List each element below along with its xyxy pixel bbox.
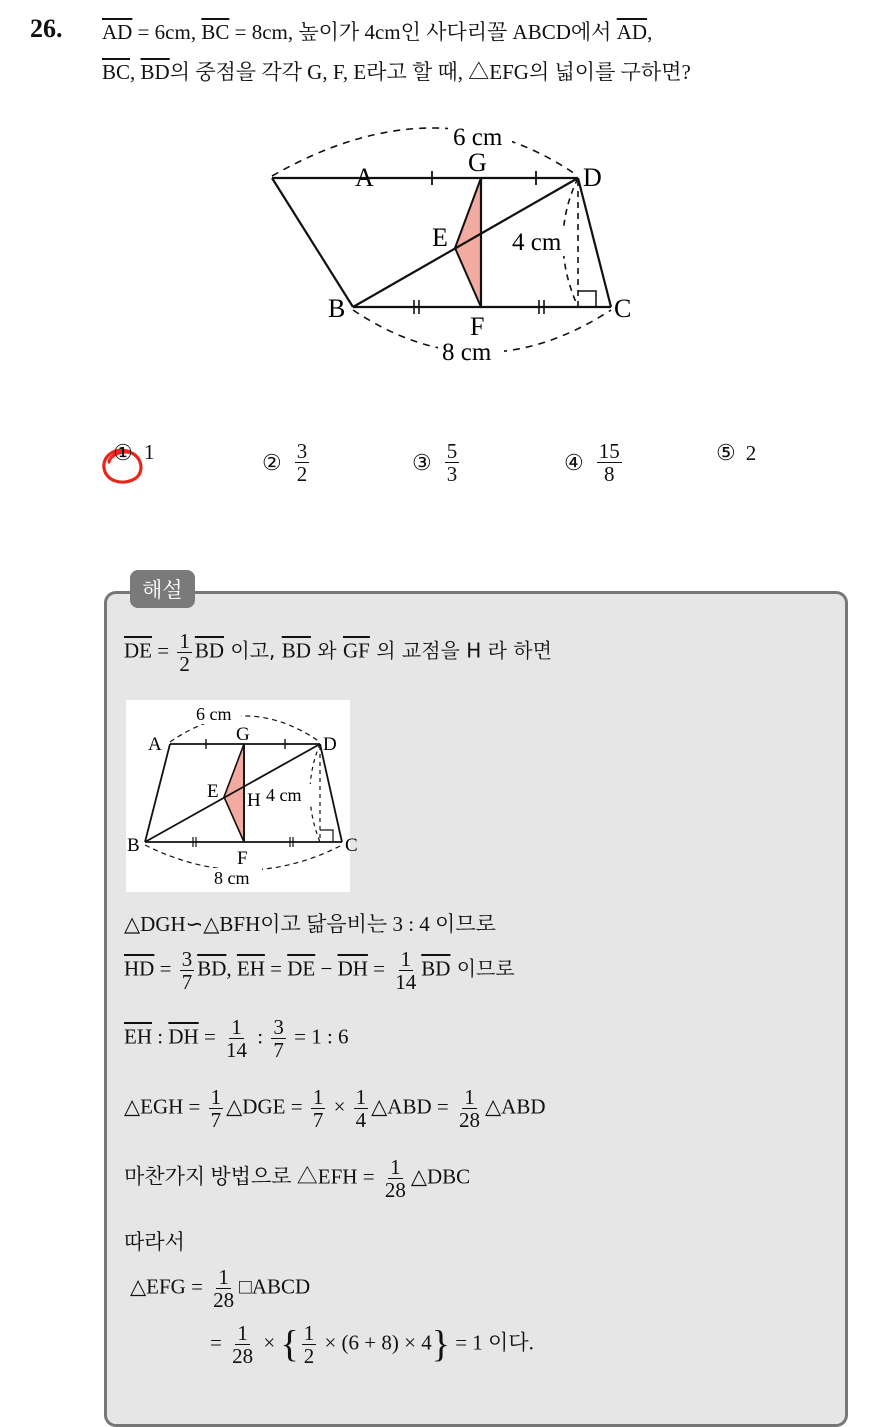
right-angle-mark-small xyxy=(320,830,333,842)
choice-3-number: ③ xyxy=(412,449,432,475)
label-d: D xyxy=(583,163,602,192)
segment-bc-2: $\overline{BC}$ xyxy=(102,60,131,84)
label-a-small: A xyxy=(148,734,162,755)
choice-5-value: 2 xyxy=(745,440,757,465)
times: × xyxy=(328,1094,351,1119)
solution-line-8 xyxy=(130,1266,310,1311)
solution-line-3 xyxy=(124,948,515,993)
bc-value-text: = 8cm, 높이가 4cm인 사다리꼴 ABCD에서 xyxy=(229,20,617,44)
efg-lhs: △EFG = xyxy=(130,1274,209,1299)
top-dimension-arc xyxy=(272,128,578,176)
frac-3-7 xyxy=(180,948,195,993)
frac-6 xyxy=(383,1156,408,1201)
comma: , xyxy=(647,20,653,44)
label-c: C xyxy=(614,294,632,323)
label-f-small: F xyxy=(237,848,248,869)
frac-8-den: 28 xyxy=(213,1288,235,1313)
choice-3-denominator: 3 xyxy=(446,462,458,487)
solution-line-1 xyxy=(124,630,552,675)
frac-5d xyxy=(457,1086,482,1131)
frac-9-den: 28 xyxy=(232,1344,254,1369)
frac-5a-num: 1 xyxy=(210,1085,222,1109)
question-rest: 의 중점을 각각 G, F, E라고 할 때, △EFG의 넓이를 구하면? xyxy=(169,60,691,84)
separator: , xyxy=(130,60,141,84)
seg-gf: $\overline{GF}$ xyxy=(342,638,370,663)
eq-9: = xyxy=(210,1330,228,1355)
seg-dh-4: $\overline{DH}$ xyxy=(168,1024,199,1049)
frac-5b-num: 1 xyxy=(312,1085,324,1109)
ad-value-text: = 6cm, xyxy=(132,20,202,44)
seg-de: $\overline{DE}$ xyxy=(124,638,152,663)
seg-hd: $\overline{HD}$ xyxy=(124,956,155,981)
solution-line-7: 따라서 xyxy=(124,1230,185,1254)
efh-text: 마찬가지 방법으로 △EFH = xyxy=(124,1164,380,1189)
eq-1: = xyxy=(154,956,177,981)
frac-6-den: 28 xyxy=(384,1178,406,1203)
frac-4a xyxy=(224,1016,249,1061)
segment-ad: $\overline{AD}$ xyxy=(102,20,133,44)
final-result: = 1 이다. xyxy=(449,1330,534,1355)
solution-line-4 xyxy=(124,1016,349,1061)
choice-1-number: ① xyxy=(113,439,133,465)
seg-bd: $\overline{BD}$ xyxy=(194,638,225,663)
choice-2-fraction xyxy=(295,440,310,485)
egh-lhs: △EGH = xyxy=(124,1094,206,1119)
label-h-small: H xyxy=(247,790,261,811)
abd-text: △ABD = xyxy=(371,1094,454,1119)
frac-half-9-den: 2 xyxy=(303,1344,315,1369)
text-2: 와 xyxy=(310,638,343,663)
frac-5c-num: 1 xyxy=(355,1085,367,1109)
frac-5c xyxy=(354,1086,369,1131)
frac-1-14 xyxy=(393,948,418,993)
side-dc xyxy=(578,178,611,307)
choice-5[interactable] xyxy=(716,440,756,466)
frac-half-9-num: 1 xyxy=(303,1321,315,1345)
frac-half-9 xyxy=(302,1322,317,1367)
label-c-small: C xyxy=(345,835,358,856)
choice-2-numerator: 3 xyxy=(296,439,308,463)
text-3: 의 교점을 H 라 하면 xyxy=(369,638,552,663)
frac-half-num: 1 xyxy=(179,629,190,653)
choice-2[interactable] xyxy=(262,440,312,485)
segment-bd: $\overline{BD}$ xyxy=(140,60,170,84)
colon-2: : xyxy=(252,1024,269,1049)
abcd-text: □ABCD xyxy=(239,1274,311,1299)
label-b: B xyxy=(328,294,346,323)
frac-8-num: 1 xyxy=(218,1265,229,1289)
label-a: A xyxy=(355,163,374,192)
solution-line-9 xyxy=(210,1322,534,1367)
frac-5d-num: 1 xyxy=(464,1085,475,1109)
question-number: 26. xyxy=(30,14,63,43)
times-9: × xyxy=(258,1330,281,1355)
choice-4-denominator: 8 xyxy=(603,462,615,487)
eq: = xyxy=(152,638,175,663)
solution-figure xyxy=(126,700,358,892)
frac-5d-den: 28 xyxy=(459,1108,480,1133)
choice-2-denominator: 2 xyxy=(296,462,308,487)
frac-5a xyxy=(209,1086,224,1131)
dbc-text: △DBC xyxy=(410,1164,471,1189)
eq-3: = xyxy=(367,956,391,981)
frac-5b xyxy=(311,1086,326,1131)
solution-line-6 xyxy=(124,1156,470,1201)
choice-3-numerator: 5 xyxy=(446,439,458,463)
dge-text: △DGE = xyxy=(226,1094,308,1119)
frac-5a-den: 7 xyxy=(210,1108,222,1133)
solution-line-5 xyxy=(124,1086,546,1131)
right-angle-mark xyxy=(578,291,596,307)
frac-9-num: 1 xyxy=(237,1321,248,1345)
seg-eh: $\overline{EH}$ xyxy=(236,956,265,981)
frac-den-2: 14 xyxy=(395,970,417,995)
solution-line-2: △DGH∽△BFH이고 닮음비는 3 : 4 이므로 xyxy=(124,912,496,936)
side-ab xyxy=(272,178,353,307)
height-length-label: 4 cm xyxy=(512,229,562,256)
choice-1-value: 1 xyxy=(144,440,155,464)
seg-bd-2: $\overline{BD}$ xyxy=(281,638,311,663)
frac-8 xyxy=(211,1266,236,1311)
frac-5b-den: 7 xyxy=(312,1108,324,1133)
choice-5-number: ⑤ xyxy=(716,440,736,465)
frac-den: 7 xyxy=(181,970,193,995)
top-length-label: 6 cm xyxy=(453,124,503,151)
label-g: G xyxy=(468,148,487,177)
seg-bd-4: $\overline{BD}$ xyxy=(421,956,451,981)
top-length-label-small: 6 cm xyxy=(196,704,232,724)
comma-3: , xyxy=(226,956,237,981)
label-g-small: G xyxy=(236,724,250,745)
frac-5c-den: 4 xyxy=(355,1108,367,1133)
height-length-label-small: 4 cm xyxy=(266,785,302,805)
choice-2-number: ② xyxy=(262,449,282,475)
frac-4a-num: 1 xyxy=(231,1015,242,1039)
bottom-length-label-small: 8 cm xyxy=(214,868,250,888)
right-brace: } xyxy=(431,1323,450,1366)
question-line-2 xyxy=(102,56,691,86)
eq-2: = xyxy=(264,956,288,981)
frac-half xyxy=(177,630,192,675)
frac-num: 3 xyxy=(181,947,193,971)
choice-4[interactable] xyxy=(564,440,625,485)
label-e: E xyxy=(432,223,448,252)
side-ab-small xyxy=(145,744,170,842)
choice-3-fraction xyxy=(445,440,460,485)
eq-4: = xyxy=(198,1024,222,1049)
area-expression: × (6 + 8) × 4 xyxy=(319,1330,432,1355)
seg-bd-3: $\overline{BD}$ xyxy=(197,956,227,981)
question-line-1 xyxy=(102,16,652,46)
seg-eh-4: $\overline{EH}$ xyxy=(124,1024,152,1049)
triangle-efg-fill xyxy=(455,178,481,307)
frac-4b-num: 3 xyxy=(273,1015,284,1039)
text-1: 이고, xyxy=(224,638,282,663)
solution-tag: 해설 xyxy=(130,570,195,608)
frac-num-2: 1 xyxy=(400,947,411,971)
segment-ad-2: $\overline{AD}$ xyxy=(616,20,648,44)
choice-3[interactable] xyxy=(412,440,462,485)
ratio-result: = 1 : 6 xyxy=(288,1024,349,1049)
frac-4a-den: 14 xyxy=(226,1038,248,1063)
frac-4b xyxy=(271,1016,286,1061)
choice-4-fraction xyxy=(597,440,622,485)
frac-half-den: 2 xyxy=(179,652,190,677)
abd-text-2: △ABD xyxy=(485,1094,546,1119)
choice-1[interactable] xyxy=(112,440,155,465)
frac-9 xyxy=(230,1322,255,1367)
bottom-length-label: 8 cm xyxy=(442,339,492,366)
colon: : xyxy=(152,1024,169,1049)
seg-de-3: $\overline{DE}$ xyxy=(287,956,316,981)
choice-4-number: ④ xyxy=(564,449,584,475)
label-e-small: E xyxy=(207,781,219,802)
left-brace: { xyxy=(280,1323,299,1366)
frac-4b-den: 7 xyxy=(273,1038,284,1063)
label-b-small: B xyxy=(127,835,140,856)
trapezoid-figure xyxy=(320,118,650,368)
minus: − xyxy=(315,956,338,981)
text-end-3: 이므로 xyxy=(450,956,515,981)
side-dc-small xyxy=(320,744,342,842)
choice-4-numerator: 15 xyxy=(598,439,620,463)
seg-dh: $\overline{DH}$ xyxy=(337,956,368,981)
segment-bc: $\overline{BC}$ xyxy=(201,20,230,44)
frac-6-num: 1 xyxy=(390,1155,401,1179)
label-d-small: D xyxy=(323,734,337,755)
label-f: F xyxy=(470,312,485,341)
